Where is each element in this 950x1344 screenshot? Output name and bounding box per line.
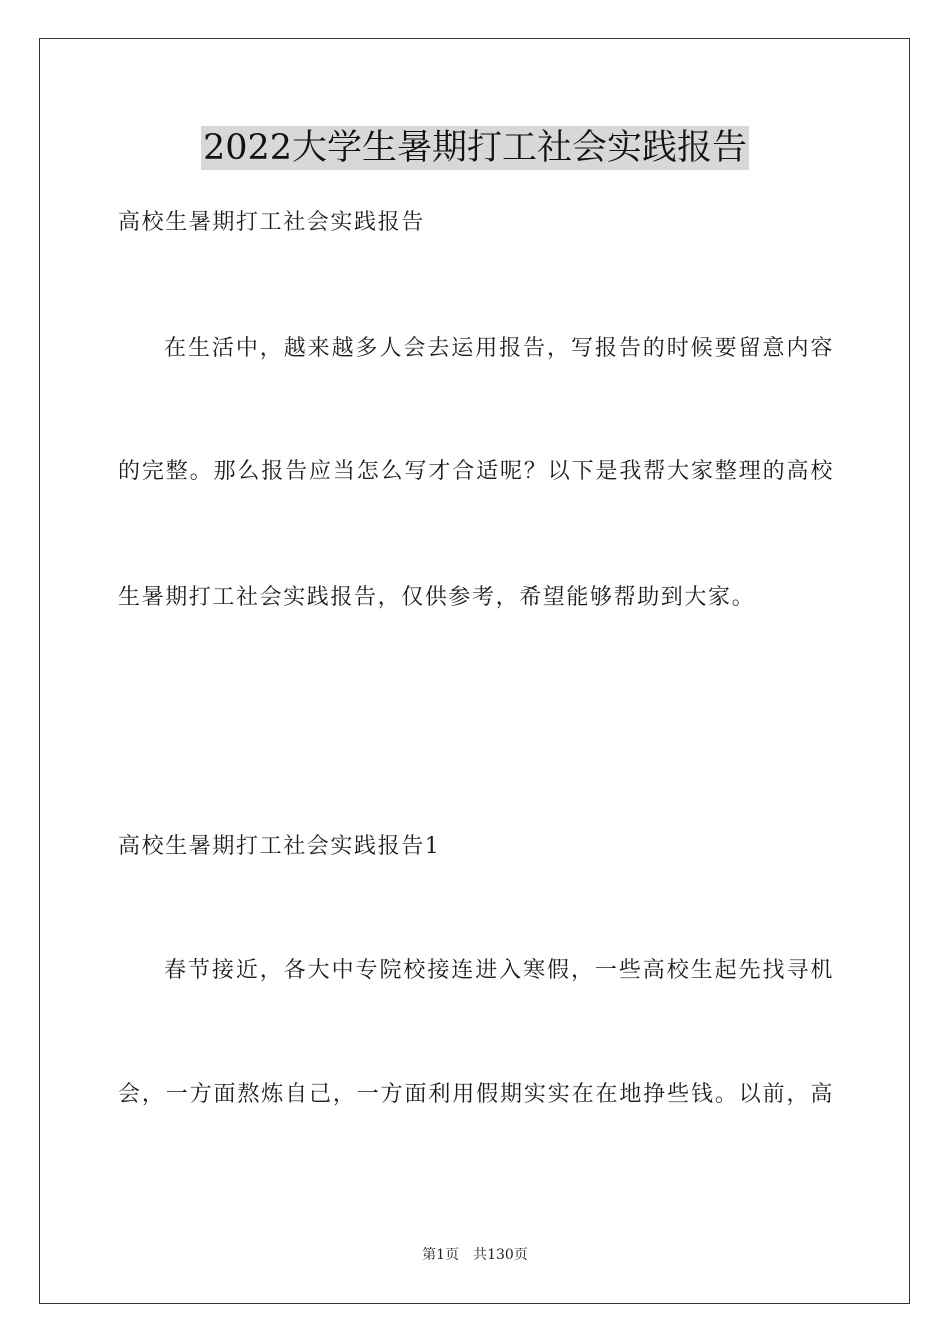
- paragraph-line: 生暑期打工社会实践报告，仅供参考，希望能够帮助到大家。: [118, 585, 756, 610]
- page-footer: [0, 1245, 950, 1265]
- paragraph-line: 春节接近，各大中专院校接连进入寒假，一些高校生起先找寻机: [164, 958, 834, 983]
- page-total: 共130页: [473, 1247, 528, 1263]
- paragraph-line: 在生活中，越来越多人会去运用报告，写报告的时候要留意内容: [164, 336, 834, 361]
- page-number: 第1页: [422, 1247, 460, 1263]
- document-title: 2022大学生暑期打工社会实践报告: [202, 128, 748, 168]
- paragraph-line: 的完整。那么报告应当怎么写才合适呢？以下是我帮大家整理的高校: [118, 459, 834, 484]
- subtitle-line: 高校生暑期打工社会实践报告: [118, 210, 425, 235]
- paragraph-line: 会，一方面熬炼自己，一方面利用假期实实在在地挣些钱。以前，高: [118, 1082, 834, 1107]
- title-container: [0, 126, 950, 170]
- section-heading: 高校生暑期打工社会实践报告1: [118, 834, 441, 859]
